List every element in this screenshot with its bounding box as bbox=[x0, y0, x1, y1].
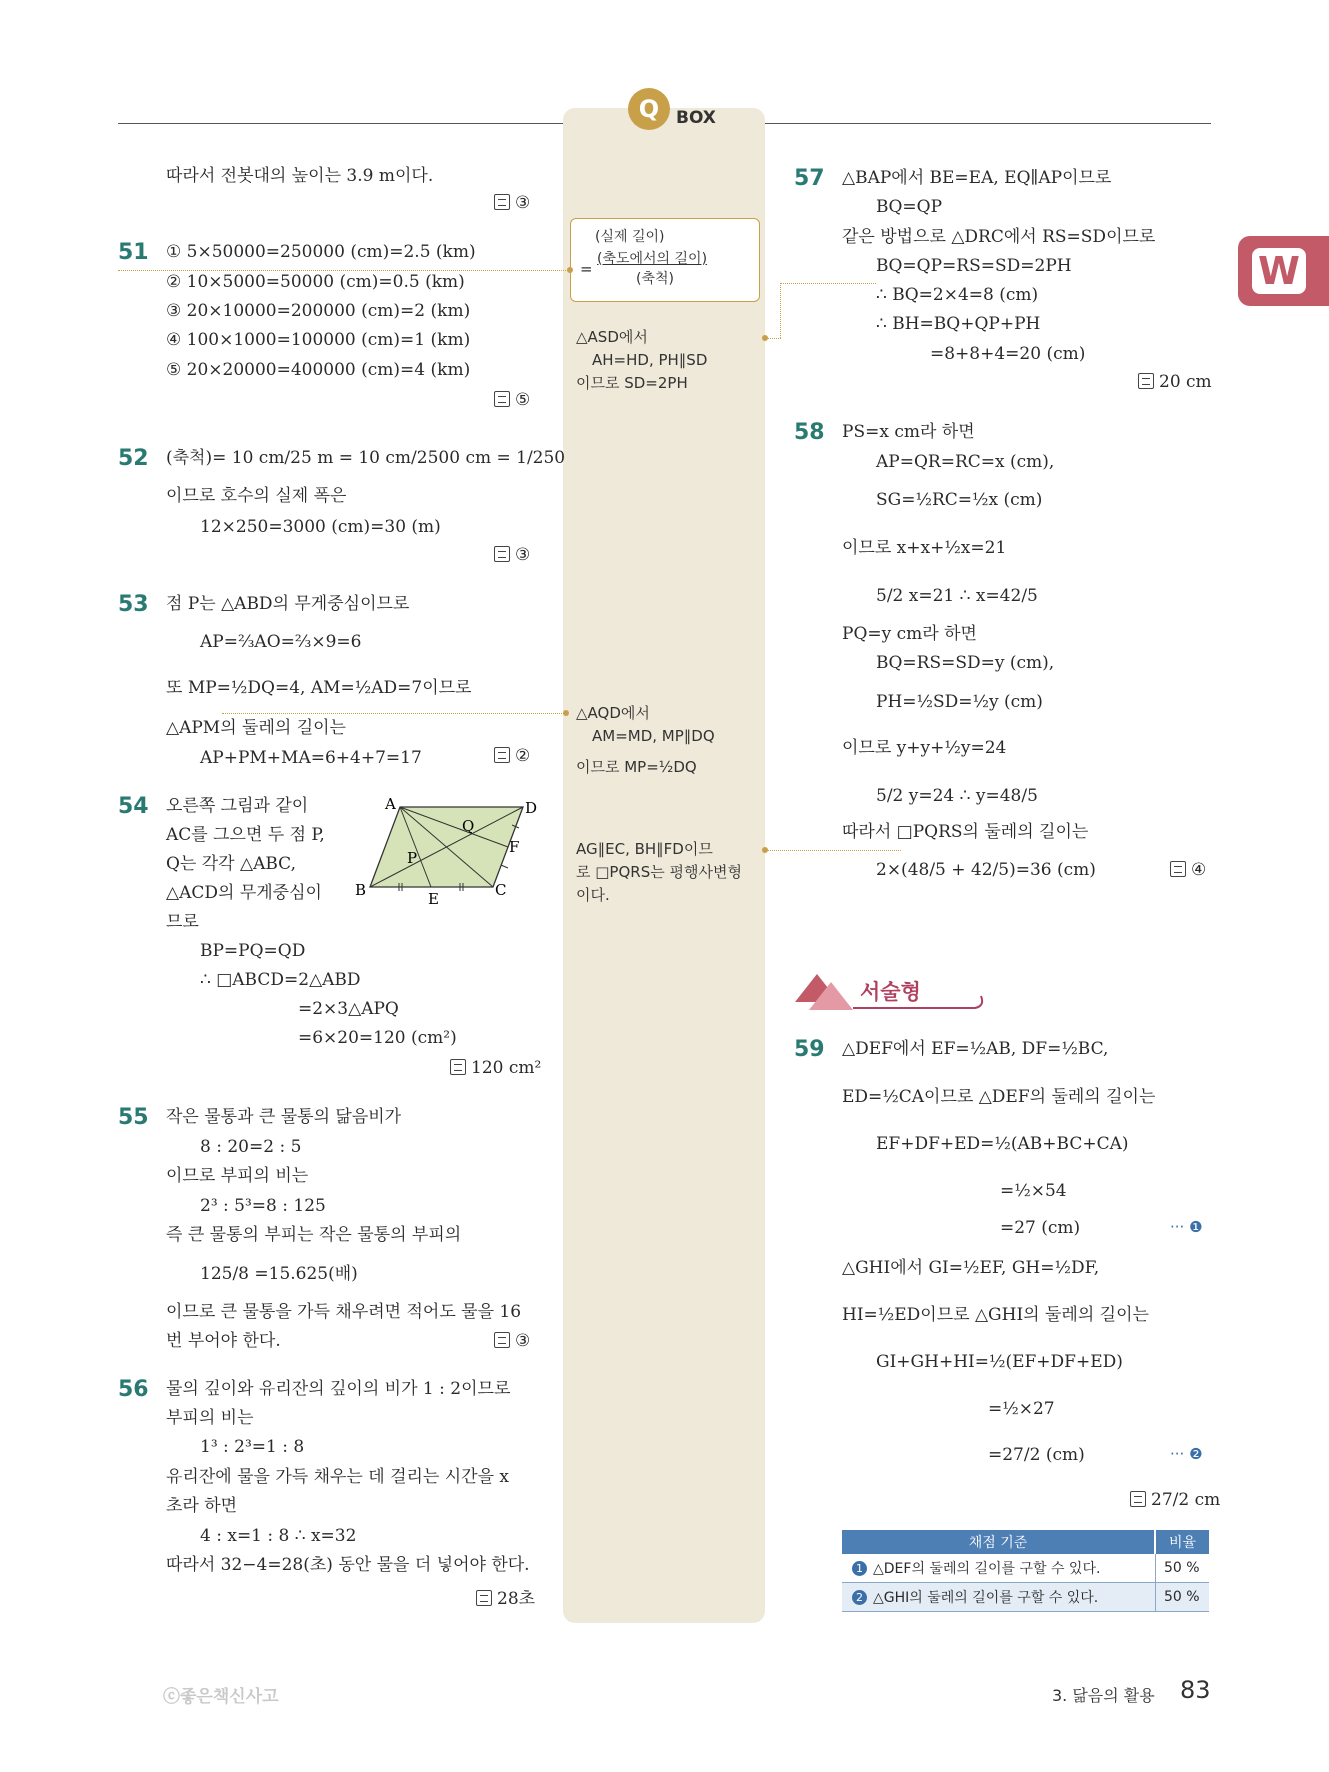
problem-59-line: △GHI에서 GI=½EF, GH=½DF, bbox=[842, 1258, 1100, 1278]
connector-58 bbox=[765, 850, 901, 851]
problem-56-line: 1³ : 2³=1 : 8 bbox=[200, 1437, 305, 1457]
problem-58-line: 이므로 y+y+½y=24 bbox=[842, 738, 1007, 758]
problem-54-line: ∴ □ABCD=2△ABD bbox=[200, 970, 361, 990]
chapter-label: 3. 닮음의 활용 bbox=[1052, 1686, 1155, 1705]
criteria-text: △DEF의 둘레의 길이를 구할 수 있다. bbox=[873, 1561, 1101, 1577]
header-rule-left bbox=[118, 123, 566, 124]
answer-icon bbox=[494, 747, 510, 763]
problem-59-line: =½×54 bbox=[1000, 1181, 1067, 1201]
problem-54-line: 므로 bbox=[166, 912, 199, 932]
problem-59-line: =½×27 bbox=[988, 1399, 1055, 1419]
problem-59-line: GI+GH+HI=½(EF+DF+ED) bbox=[876, 1352, 1123, 1372]
label-p: P bbox=[407, 849, 418, 867]
problem-55-line: 2³ : 5³=8 : 125 bbox=[200, 1196, 326, 1216]
problem-51-line: ④ 100×1000=100000 (cm)=1 (km) bbox=[166, 330, 471, 350]
table-header-criteria: 채점 기준 bbox=[842, 1530, 1155, 1554]
answer-icon bbox=[450, 1059, 466, 1075]
problem-53-line: 점 P는 △ABD의 무게중심이므로 bbox=[166, 594, 410, 614]
problem-57-number: 57 bbox=[794, 166, 825, 191]
table-row bbox=[842, 1583, 1209, 1612]
qbox-card-den: (축척) bbox=[636, 271, 674, 287]
ratio-cell: 50 % bbox=[1155, 1554, 1209, 1583]
qbox-card-num: (축도에서의 길이) bbox=[597, 251, 708, 267]
problem-51-line: ⑤ 20×20000=400000 (cm)=4 (km) bbox=[166, 360, 471, 380]
problem-53-line: 또 MP=½DQ=4, AM=½AD=7이므로 bbox=[166, 678, 472, 698]
problem-56-line: 물의 깊이와 유리잔의 깊이의 비가 1 : 2이므로 bbox=[166, 1379, 511, 1399]
qbox-note1-l1: △ASD에서 bbox=[576, 328, 648, 346]
qbox-note3-l3: 이다. bbox=[576, 886, 610, 904]
label-q: Q bbox=[462, 817, 475, 835]
problem-57-line: BQ=QP=RS=SD=2PH bbox=[876, 256, 1072, 276]
problem-53-number: 53 bbox=[118, 592, 149, 617]
table-header-ratio: 비율 bbox=[1155, 1530, 1209, 1554]
table-row bbox=[842, 1554, 1209, 1583]
problem-56-line: 초라 하면 bbox=[166, 1496, 238, 1516]
qbox-note1-l2: AH=HD, PH∥SD bbox=[592, 351, 708, 369]
label-a: A bbox=[385, 795, 396, 813]
problem-58-number: 58 bbox=[794, 420, 825, 445]
section-title: 서술형 bbox=[860, 980, 921, 1004]
problem-53-line: AP=⅔AO=⅔×9=6 bbox=[200, 632, 362, 652]
step-marker-1: ··· ❶ bbox=[1170, 1218, 1203, 1236]
parallelogram-figure bbox=[355, 795, 538, 908]
qbox-card-eq: = bbox=[580, 260, 593, 278]
label-e: E bbox=[428, 890, 439, 908]
problem-55-line: 이므로 부피의 비는 bbox=[166, 1166, 309, 1186]
answer-icon bbox=[494, 546, 510, 562]
problem-54-line: BP=PQ=QD bbox=[200, 941, 306, 961]
answer-icon bbox=[1130, 1491, 1146, 1507]
problem-58-line: 5/2 x=21 ∴ x=42/5 bbox=[876, 586, 1038, 606]
problem-54-number: 54 bbox=[118, 794, 149, 819]
label-c: C bbox=[495, 881, 507, 899]
scoring-table bbox=[842, 1530, 1209, 1612]
qbox-note2-l3: 이므로 MP=½DQ bbox=[576, 758, 697, 776]
qbox-card-top: (실제 길이) bbox=[595, 229, 665, 245]
publisher-mark: ⓒ좋은책신사고 bbox=[163, 1687, 279, 1707]
qbox-note1-l3: 이므로 SD=2PH bbox=[576, 374, 688, 392]
problem-57-answer: 20 cm bbox=[1138, 372, 1212, 392]
problem-56-line: 따라서 32−4=28(초) 동안 물을 더 넣어야 한다. bbox=[166, 1555, 530, 1575]
problem-57-line: ∴ BQ=2×4=8 (cm) bbox=[876, 285, 1039, 305]
label-f: F bbox=[509, 838, 520, 856]
qbox-note3-l2: 로 □PQRS는 평행사변형 bbox=[576, 863, 742, 881]
problem-57-line: =8+8+4=20 (cm) bbox=[930, 344, 1086, 364]
qbox-badge: Q bbox=[628, 88, 670, 130]
problem-59-number: 59 bbox=[794, 1037, 825, 1062]
problem-54-line: Q는 각각 △ABC, bbox=[166, 854, 296, 874]
problem-54-line: AC를 그으면 두 점 P, bbox=[166, 825, 325, 845]
problem-56-line: 유리잔에 물을 가득 채우는 데 걸리는 시간을 x bbox=[166, 1467, 510, 1487]
problem-55-line: 125/8 =15.625(배) bbox=[200, 1264, 358, 1284]
connector-57-h bbox=[780, 283, 876, 284]
problem-59-line: HI=½ED이므로 △GHI의 둘레의 길이는 bbox=[842, 1305, 1149, 1325]
problem-51-answer: ⑤ bbox=[494, 390, 530, 410]
connector-57-v bbox=[780, 283, 781, 338]
problem-56-answer: 28초 bbox=[476, 1584, 535, 1609]
problem-57-line: ∴ BH=BQ+QP+PH bbox=[876, 314, 1041, 334]
problem-54-line: =6×20=120 (cm²) bbox=[298, 1028, 457, 1048]
problem-55-line: 즉 큰 물통의 부피는 작은 물통의 부피의 bbox=[166, 1225, 462, 1245]
problem-51-number: 51 bbox=[118, 240, 149, 265]
problem-56-line: 4 : x=1 : 8 ∴ x=32 bbox=[200, 1526, 357, 1546]
problem-59-line: =27 (cm) bbox=[1000, 1218, 1081, 1238]
problem-54-answer: 120 cm² bbox=[450, 1058, 541, 1078]
problem-57-line: 같은 방법으로 △DRC에서 RS=SD이므로 bbox=[842, 227, 1156, 247]
problem-51-line: ② 10×5000=50000 (cm)=0.5 (km) bbox=[166, 272, 465, 292]
problem-53-answer: ② bbox=[494, 746, 530, 766]
problem-58-line: 5/2 y=24 ∴ y=48/5 bbox=[876, 786, 1038, 806]
problem-56-number: 56 bbox=[118, 1377, 149, 1402]
problem-58-line: 이므로 x+x+½x=21 bbox=[842, 538, 1007, 558]
answer-icon bbox=[1170, 861, 1186, 877]
problem-58-answer: ④ bbox=[1170, 860, 1206, 880]
qbox-note2-l1: △AQD에서 bbox=[576, 704, 650, 722]
label-d: D bbox=[525, 799, 538, 817]
connector-51-dot bbox=[567, 267, 573, 273]
problem-57-line: BQ=QP bbox=[876, 197, 943, 217]
connector-53 bbox=[222, 713, 568, 714]
header-rule-right bbox=[764, 123, 1211, 124]
problem-58-line: PH=½SD=½y (cm) bbox=[876, 692, 1043, 712]
ratio-cell: 50 % bbox=[1155, 1583, 1209, 1612]
problem-55-line: 8 : 20=2 : 5 bbox=[200, 1137, 302, 1157]
problem-59-line: ED=½CA이므로 △DEF의 둘레의 길이는 bbox=[842, 1087, 1156, 1107]
problem-53-line: AP+PM+MA=6+4+7=17 bbox=[200, 748, 422, 768]
intro-answer: ③ bbox=[494, 193, 530, 213]
problem-54-line: △ACD의 무게중심이 bbox=[166, 883, 322, 903]
answer-icon bbox=[1138, 373, 1154, 389]
problem-55-line: 작은 물통과 큰 물통의 닮음비가 bbox=[166, 1107, 402, 1127]
qbox-note2-l2: AM=MD, MP∥DQ bbox=[592, 727, 715, 745]
problem-59-answer: 27/2 cm bbox=[1130, 1490, 1220, 1510]
problem-59-line: EF+DF+ED=½(AB+BC+CA) bbox=[876, 1134, 1129, 1154]
problem-56-line: 부피의 비는 bbox=[166, 1408, 254, 1428]
problem-58-line: PS=x cm라 하면 bbox=[842, 422, 975, 442]
problem-51-line: ① 5×50000=250000 (cm)=2.5 (km) bbox=[166, 242, 476, 262]
problem-51-line: ③ 20×10000=200000 (cm)=2 (km) bbox=[166, 301, 471, 321]
connector-53-dot bbox=[563, 710, 569, 716]
connector-57-dot bbox=[762, 335, 768, 341]
problem-52-line: (축척)= 10 cm/25 m = 10 cm/2500 cm = 1/250 bbox=[166, 448, 566, 468]
problem-58-line: 따라서 □PQRS의 둘레의 길이는 bbox=[842, 822, 1089, 842]
connector-58-dot bbox=[762, 847, 768, 853]
problem-53-line: △APM의 둘레의 길이는 bbox=[166, 718, 346, 738]
problem-59-line: △DEF에서 EF=½AB, DF=½BC, bbox=[842, 1039, 1109, 1059]
side-tab-letter: W bbox=[1252, 248, 1306, 294]
problem-58-line: PQ=y cm라 하면 bbox=[842, 624, 977, 644]
problem-52-line: 12×250=3000 (cm)=30 (m) bbox=[200, 517, 441, 537]
step-circle-icon: 1 bbox=[852, 1561, 867, 1576]
problem-55-line: 이므로 큰 물통을 가득 채우려면 적어도 물을 16 bbox=[166, 1302, 522, 1322]
intro-line: 따라서 전봇대의 높이는 3.9 m이다. bbox=[166, 166, 434, 186]
problem-54-line: 오른쪽 그림과 같이 bbox=[166, 796, 309, 816]
step-marker-2: ··· ❷ bbox=[1170, 1445, 1203, 1463]
problem-58-line: 2×(48/5 + 42/5)=36 (cm) bbox=[876, 860, 1096, 880]
label-b: B bbox=[355, 881, 367, 899]
problem-58-line: AP=QR=RC=x (cm), bbox=[876, 452, 1055, 472]
problem-55-number: 55 bbox=[118, 1105, 149, 1130]
problem-52-number: 52 bbox=[118, 446, 149, 471]
answer-icon bbox=[494, 391, 510, 407]
problem-52-line: 이므로 호수의 실제 폭은 bbox=[166, 486, 347, 506]
step-circle-icon: 2 bbox=[852, 1590, 867, 1605]
qbox-label: BOX bbox=[676, 108, 716, 128]
page-number: 83 bbox=[1180, 1676, 1211, 1704]
answer-icon bbox=[494, 194, 510, 210]
problem-54-line: =2×3△APQ bbox=[298, 999, 399, 1019]
answer-icon bbox=[494, 1332, 510, 1348]
problem-59-line: =27/2 (cm) bbox=[988, 1445, 1085, 1465]
problem-55-line: 번 부어야 한다. bbox=[166, 1331, 281, 1351]
answer-icon bbox=[476, 1590, 492, 1606]
side-tab bbox=[1238, 236, 1329, 306]
problem-55-answer: ③ bbox=[494, 1331, 530, 1351]
problem-52-answer: ③ bbox=[494, 545, 530, 565]
tick bbox=[501, 865, 508, 868]
problem-58-line: BQ=RS=SD=y (cm), bbox=[876, 653, 1055, 673]
problem-57-line: △BAP에서 BE=EA, EQ∥AP이므로 bbox=[842, 168, 1112, 188]
qbox-note3-l1: AG∥EC, BH∥FD이므 bbox=[576, 840, 713, 858]
criteria-text: △GHI의 둘레의 길이를 구할 수 있다. bbox=[873, 1590, 1099, 1606]
problem-58-line: SG=½RC=½x (cm) bbox=[876, 490, 1043, 510]
